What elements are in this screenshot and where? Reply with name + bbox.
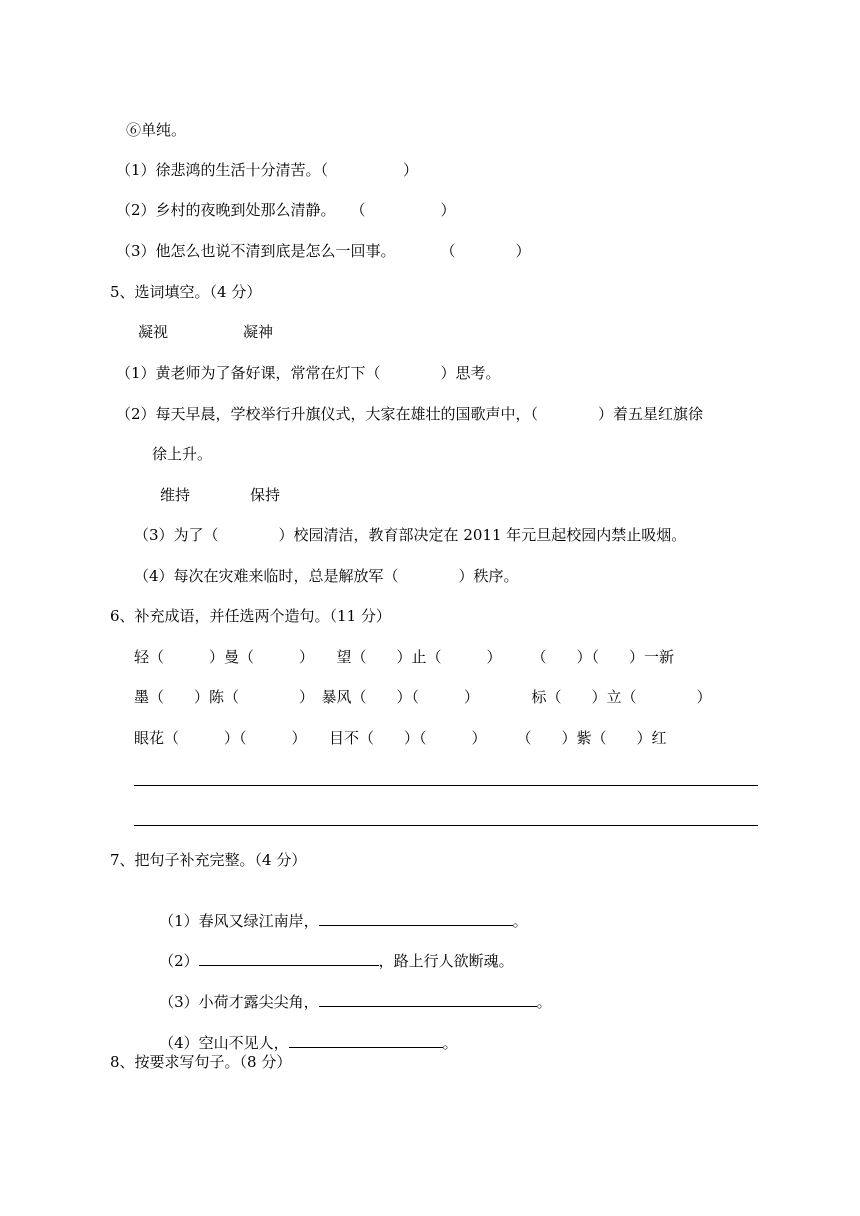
poem-end-2: ，路上行人欲断魂。 <box>378 952 514 970</box>
question-5-item-1: （1）黄老师为了备好课，常常在灯下（ ）思考。 <box>116 364 501 382</box>
word-choice-pair-2: 维持 保持 <box>160 486 281 504</box>
poem-end-1: 。 <box>512 912 528 930</box>
idiom-row-1: 轻（ ）曼（ ） 望（ ）止（ ） （ ）（ ）一新 <box>134 648 675 666</box>
question-4-item-1: （1）徐悲鸿的生活十分清苦。（ ） <box>116 161 419 179</box>
poem-blank-2[interactable] <box>199 950 379 966</box>
word-choice-pair-1: 凝视 凝神 <box>138 323 274 341</box>
question-6-heading: 6、补充成语，并任选两个造句。（11 分） <box>110 607 391 625</box>
answer-line-1[interactable] <box>134 785 758 786</box>
poem-blank-1[interactable] <box>319 910 513 926</box>
poem-prompt-3: （3）小荷才露尖尖角， <box>159 993 319 1011</box>
idiom-row-3: 眼花（ ）（ ） 目不（ ）（ ） （ ）紫（ ）红 <box>134 729 667 747</box>
poem-end-3: 。 <box>536 993 552 1011</box>
poem-prompt-2: （2） <box>159 952 199 970</box>
question-8-heading: 8、按要求写句子。（8 分） <box>110 1053 292 1071</box>
question-5-item-2: （2）每天早晨，学校举行升旗仪式，大家在雄壮的国歌声中，（ ）着五星红旗徐 <box>116 405 704 423</box>
answer-line-2[interactable] <box>134 825 758 826</box>
poem-prompt-4: （4）空山不见人， <box>159 1034 289 1052</box>
option-6: ⑥单纯。 <box>126 121 187 139</box>
question-5-item-4: （4）每次在灾难来临时，总是解放军（ ）秩序。 <box>134 567 519 585</box>
poem-prompt-1: （1）春风又绿江南岸， <box>159 912 319 930</box>
poem-end-4: 。 <box>442 1034 458 1052</box>
poem-blank-4[interactable] <box>289 1032 443 1048</box>
idiom-row-2: 墨（ ）陈（ ） 暴风（ ）（ ） 标（ ）立（ ） <box>134 688 712 706</box>
question-7-heading: 7、把句子补充完整。（4 分） <box>110 851 307 869</box>
question-5-item-3: （3）为了（ ）校园清洁，教育部决定在 2011 年元旦起校园内禁止吸烟。 <box>134 526 687 544</box>
question-5-item-2-continued: 徐上升。 <box>152 445 213 463</box>
poem-blank-3[interactable] <box>319 991 537 1007</box>
question-5-heading: 5、选词填空。（4 分） <box>110 283 262 301</box>
question-4-item-3: （3）他怎么也说不清到底是怎么一回事。 （ ） <box>116 242 531 260</box>
question-4-item-2: （2）乡村的夜晚到处那么清静。 （ ） <box>116 201 456 219</box>
